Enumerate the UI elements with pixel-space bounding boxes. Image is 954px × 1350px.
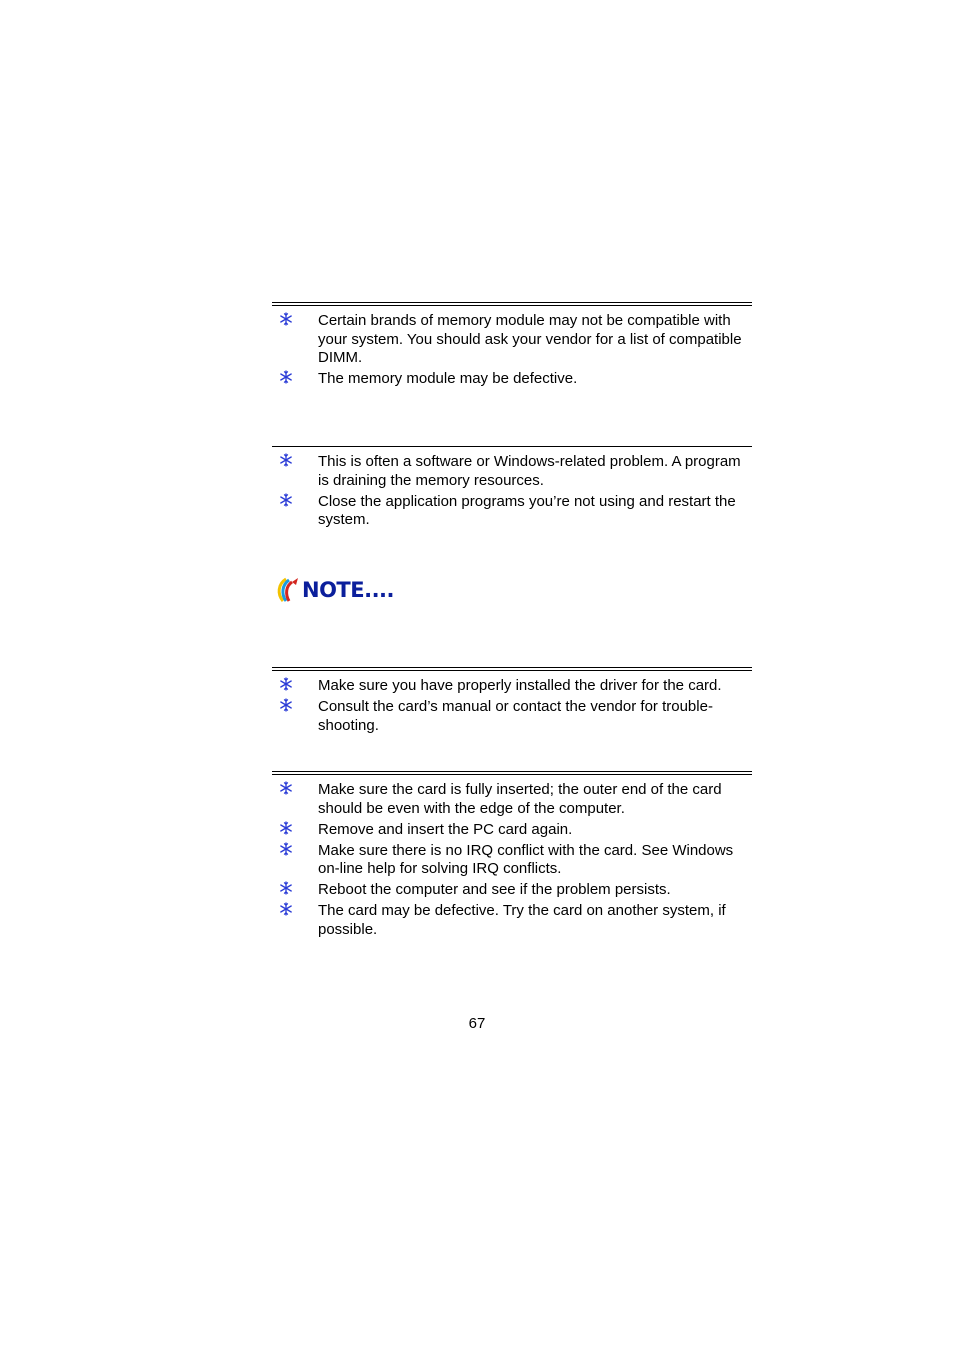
note-swoosh-icon [274, 576, 302, 604]
list-item: Consult the card’s manual or contact the vendor for trouble-shooting. [272, 698, 752, 735]
snowflake-bullet-icon [279, 677, 293, 691]
section-card-driver [272, 667, 752, 738]
snowflake-bullet-icon [279, 698, 293, 712]
note-logo [274, 576, 408, 604]
snowflake-bullet-icon [279, 453, 293, 467]
section-memory-compatibility [272, 302, 752, 391]
list-item: The card may be defective. Try the card on another system, if possible. [272, 902, 752, 939]
section-rule [272, 771, 752, 775]
snowflake-bullet-icon [279, 493, 293, 507]
list-item: Make sure you have properly installed the driver for the card. [272, 677, 752, 696]
snowflake-bullet-icon [279, 370, 293, 384]
section-memory-resources [272, 446, 752, 532]
list-item: Close the application programs you’re not using and restart the system. [272, 493, 752, 530]
list-item: Make sure the card is fully inserted; the outer end of the card should be even with the edge of the computer. [272, 781, 752, 818]
list-item: Reboot the computer and see if the problem persists. [272, 881, 752, 900]
list-item: Make sure there is no IRQ conflict with the card. See Windows on-line help for solving IRQ conflicts. [272, 842, 752, 879]
note-label: NOTE.... [302, 578, 395, 602]
snowflake-bullet-icon [279, 312, 293, 326]
section-rule [272, 667, 752, 671]
list-item: This is often a software or Windows-related problem. A program is draining the memory resources. [272, 453, 752, 490]
list-item: The memory module may be defective. [272, 370, 752, 389]
snowflake-bullet-icon [279, 821, 293, 835]
snowflake-bullet-icon [279, 902, 293, 916]
list-item: Remove and insert the PC card again. [272, 821, 752, 840]
snowflake-bullet-icon [279, 842, 293, 856]
section-rule [272, 446, 752, 447]
list-item: Certain brands of memory module may not be compatible with your system. You should ask your vendor for a list of compatible DIMM. [272, 312, 752, 368]
snowflake-bullet-icon [279, 781, 293, 795]
section-pc-card [272, 771, 752, 942]
section-rule [272, 302, 752, 306]
snowflake-bullet-icon [279, 881, 293, 895]
page-number: 67 [468, 1015, 486, 1032]
